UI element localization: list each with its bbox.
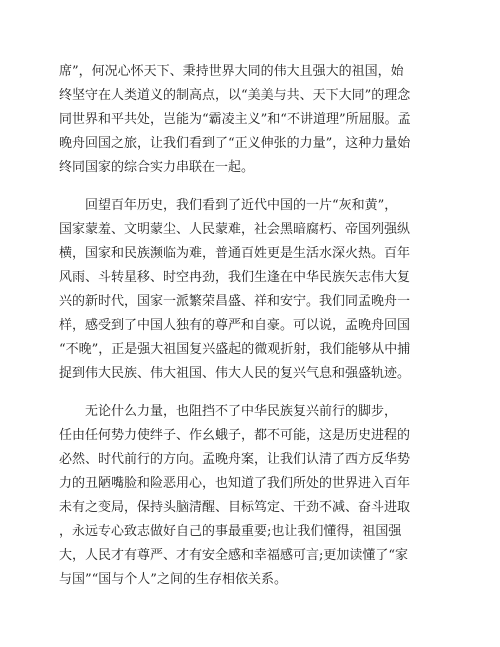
paragraph-3	[59, 400, 443, 592]
text-line: 终同国家的综合实力串联在一起。	[59, 160, 255, 175]
text-line: 回望百年历史，我们看到了近代中国的一片“灰和黄”，	[59, 198, 398, 213]
text-line: 席”，何况心怀天下、秉持世界大同的伟大且强大的祖国，始	[59, 64, 404, 79]
article-body	[59, 60, 443, 592]
text-line: 无论什么力量，也阻挡不了中华民族复兴前行的脚步，	[59, 404, 398, 419]
text-line: 国家蒙羞、文明蒙尘、人民蒙难，社会黑暗腐朽、帝国列强纵	[59, 222, 411, 237]
text-line: 力的丑陋嘴脸和险恶用心，也知道了我们所处的世界进入百年	[59, 476, 411, 491]
text-line: 样，感受到了中国人独有的尊严和自豪。可以说，孟晚舟回国	[59, 318, 411, 333]
text-line: 必然、时代前行的方向。孟晚舟案，让我们认清了西方反华势	[59, 452, 411, 467]
text-line: “不晚”，正是强大祖国复兴盛起的微观折射，我们能够从中捕	[59, 342, 411, 357]
paragraph-spacer	[59, 180, 443, 194]
text-line: 兴的新时代，国家一派繁荣昌盛、祥和安宁。我们同孟晚舟一	[59, 294, 411, 309]
text-line: 任由任何势力使绊子、作幺蛾子，都不可能，这是历史进程的	[59, 428, 411, 443]
text-line: 同世界和平共处，岂能为“霸凌主义”和“不讲道理”所屈服。孟	[59, 112, 411, 127]
text-line: 未有之变局，保持头脑清醒、目标笃定、干劲不减、奋斗进取	[59, 500, 411, 515]
text-line: 终坚守在人类道义的制高点，以“美美与共、天下大同”的理念	[59, 88, 411, 103]
text-line: 捉到伟大民族、伟大祖国、伟大人民的复兴气息和强盛轨迹。	[59, 366, 411, 381]
text-line: 与国”“国与个人”之间的生存相依关系。	[59, 572, 287, 587]
paragraph-1	[59, 60, 443, 180]
text-line: 大，人民才有尊严、才有安全感和幸福感可言;更加读懂了“家	[59, 548, 409, 563]
text-line: ，永远专心致志做好自己的事最重要;也让我们懂得，祖国强	[59, 524, 402, 539]
text-line: 风雨、斗转星移、时空冉劲，我们生逢在中华民族矢志伟大复	[59, 270, 411, 285]
text-line: 晚舟回国之旅，让我们看到了“正义伸张的力量”，这种力量始	[59, 136, 411, 151]
paragraph-spacer	[59, 386, 443, 400]
text-line: 横，国家和民族濒临为难，普通百姓更是生活水深火热。百年	[59, 246, 411, 261]
paragraph-2	[59, 194, 443, 386]
